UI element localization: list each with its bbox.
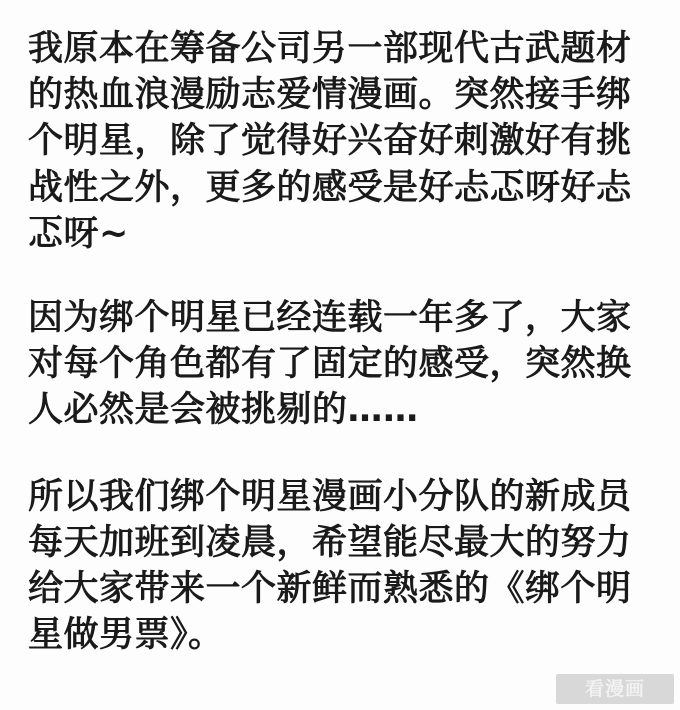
watermark-label: 看漫画 (556, 674, 674, 704)
paragraph-2: 因为绑个明星已经连载一年多了，大家对每个角色都有了固定的感受，突然换人必然是会被挑剔的…… (28, 297, 632, 431)
paragraph-3: 所以我们绑个明星漫画小分队的新成员每天加班到凌晨，希望能尽最大的努力给大家带来一个新鲜而熟悉的《绑个明星做男票》。 (28, 476, 632, 656)
paragraph-1: 我原本在筹备公司另一部现代古武题材的热血浪漫励志爱情漫画。突然接手绑个明星，除了觉得好兴奋好刺激好有挑战性之外，更多的感受是好忐忑呀好忐忑呀~ (28, 29, 632, 254)
